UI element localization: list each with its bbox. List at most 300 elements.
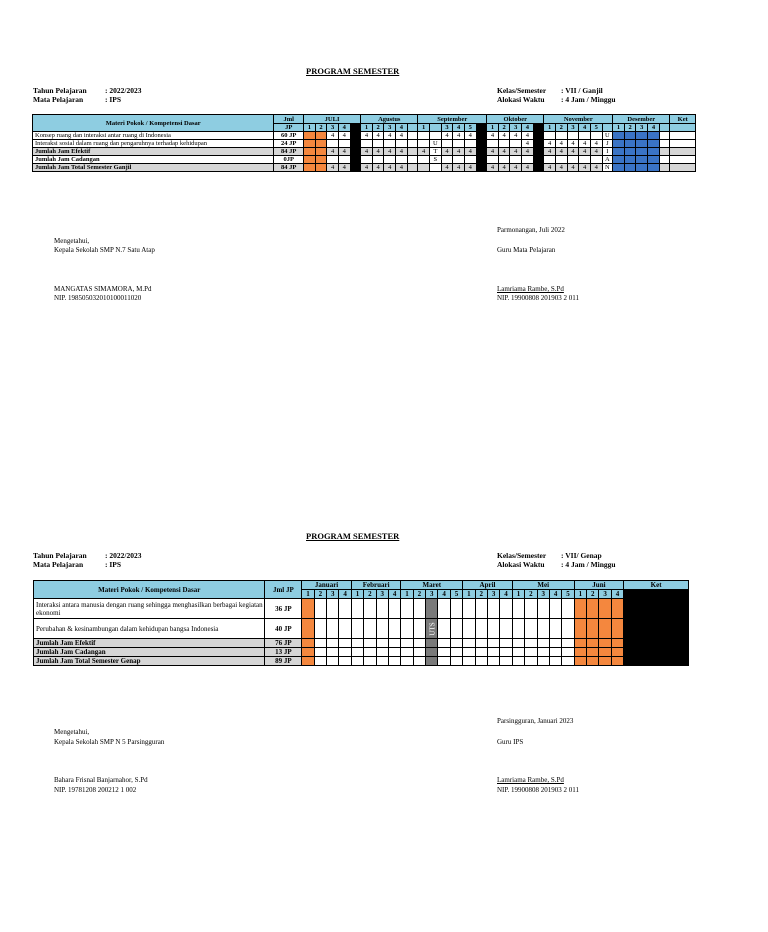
jp-cell: 40 JP	[265, 619, 302, 639]
week-cell	[315, 140, 327, 148]
tahun-value: : 2022/2023	[105, 551, 142, 560]
ket-cell	[670, 140, 696, 148]
week-cell	[372, 140, 384, 148]
week-cell: 4	[510, 164, 522, 172]
week-number: 3	[510, 124, 522, 132]
week-number: 3	[599, 590, 611, 599]
week-cell	[475, 599, 487, 619]
ket-cell	[624, 639, 689, 648]
week-cell	[549, 639, 561, 648]
separator-cell	[659, 124, 670, 132]
ket-cell	[624, 590, 689, 599]
week-cell	[450, 619, 462, 639]
month-header: Maret	[401, 581, 463, 590]
week-cell	[574, 657, 586, 666]
week-cell	[544, 132, 556, 140]
week-number: 3	[384, 124, 396, 132]
week-cell	[407, 164, 418, 172]
week-cell	[587, 619, 599, 639]
week-number: 3	[487, 590, 499, 599]
week-cell	[463, 648, 475, 657]
week-cell	[587, 599, 599, 619]
week-cell	[401, 639, 413, 648]
week-cell: 4	[464, 132, 476, 140]
week-cell	[327, 657, 339, 666]
week-cell	[500, 657, 512, 666]
week-cell	[418, 156, 430, 164]
week-cell	[475, 639, 487, 648]
week-number: 4	[396, 124, 408, 132]
week-cell	[587, 648, 599, 657]
week-cell	[327, 140, 339, 148]
week-cell	[315, 164, 327, 172]
week-cell	[314, 657, 326, 666]
week-cell: 4	[441, 148, 453, 156]
genap-kepala-nip: NIP. 19781208 200212 1 002	[54, 786, 137, 794]
week-cell	[396, 156, 408, 164]
week-cell	[401, 657, 413, 666]
ganjil-place-date: Parmonangan, Juli 2022	[497, 226, 565, 234]
week-cell	[510, 140, 522, 148]
week-cell	[487, 648, 499, 657]
week-cell	[351, 599, 363, 619]
separator-cell	[476, 124, 487, 132]
week-cell: 4	[544, 148, 556, 156]
genap-guru-title: Guru IPS	[497, 738, 524, 746]
mapel-label: Mata Pelajaran	[33, 560, 84, 569]
week-cell	[418, 164, 430, 172]
week-number: 4	[338, 124, 350, 132]
week-number: 4	[579, 124, 591, 132]
week-cell	[350, 164, 361, 172]
ganjil-kepala-title: Kepala Sekolah SMP N.7 Satu Atap	[54, 246, 155, 254]
materi-cell: Jumlah Jam Total Semester Ganjil	[33, 164, 274, 172]
week-cell	[476, 148, 487, 156]
week-cell	[304, 156, 316, 164]
week-cell	[659, 148, 670, 156]
genap-meta-left	[33, 551, 141, 569]
week-cell	[510, 156, 522, 164]
week-cell	[350, 156, 361, 164]
week-cell	[537, 657, 549, 666]
ganjil-title: PROGRAM SEMESTER	[306, 66, 400, 76]
week-cell: 4	[567, 164, 579, 172]
week-cell	[587, 639, 599, 648]
uts-label: UTS	[428, 621, 437, 636]
week-number: 1	[351, 590, 363, 599]
materi-cell: Jumlah Jam Cadangan	[33, 156, 274, 164]
week-cell: 4	[567, 148, 579, 156]
week-cell	[599, 599, 611, 619]
month-header: Desember	[613, 115, 670, 124]
week-cell	[351, 648, 363, 657]
week-cell	[413, 657, 425, 666]
ket-cell	[624, 648, 689, 657]
week-cell	[441, 140, 453, 148]
uts-letter: U	[430, 140, 442, 148]
week-cell	[304, 164, 316, 172]
week-cell: 4	[579, 148, 591, 156]
week-cell	[512, 648, 524, 657]
ujian-letter: N	[602, 164, 613, 172]
jp-cell: 36 JP	[265, 599, 302, 619]
week-cell	[364, 599, 376, 619]
week-cell	[613, 156, 625, 164]
week-cell	[430, 164, 442, 172]
week-cell	[555, 132, 567, 140]
week-cell	[579, 132, 591, 140]
uts-letter: T	[430, 148, 442, 156]
week-cell	[544, 156, 556, 164]
week-number: 3	[636, 124, 648, 132]
week-cell	[533, 148, 544, 156]
week-cell	[401, 648, 413, 657]
genap-title: PROGRAM SEMESTER	[306, 531, 400, 541]
month-header: Juni	[574, 581, 624, 590]
week-number: 5	[464, 124, 476, 132]
ujian-letter: I	[602, 148, 613, 156]
week-cell	[636, 132, 648, 140]
genap-mengetahui: Mengetahui,	[54, 728, 90, 736]
week-cell	[475, 648, 487, 657]
week-number: 5	[450, 590, 462, 599]
week-cell	[315, 132, 327, 140]
week-cell: 4	[384, 148, 396, 156]
table-row	[34, 648, 689, 657]
week-cell	[438, 639, 450, 648]
week-number: 4	[453, 124, 465, 132]
week-cell	[533, 140, 544, 148]
week-cell	[350, 148, 361, 156]
week-cell	[361, 140, 373, 148]
week-cell: 4	[441, 132, 453, 140]
table-row	[33, 164, 696, 172]
week-cell	[549, 657, 561, 666]
week-number: 5	[590, 124, 602, 132]
materi-cell: Jumlah Jam Efektif	[34, 639, 265, 648]
jp-cell: 84 JP	[274, 148, 304, 156]
genap-schedule-table	[33, 580, 689, 666]
week-cell	[453, 156, 465, 164]
mapel-value: : IPS	[105, 560, 122, 569]
week-cell: 4	[590, 164, 602, 172]
week-cell	[413, 648, 425, 657]
week-cell: 4	[510, 132, 522, 140]
week-cell	[537, 599, 549, 619]
week-cell: 4	[453, 132, 465, 140]
week-cell	[636, 140, 648, 148]
week-cell	[453, 140, 465, 148]
week-cell	[562, 648, 574, 657]
week-cell	[579, 156, 591, 164]
week-number: 3	[327, 124, 339, 132]
week-cell	[339, 599, 351, 619]
separator-cell	[533, 124, 544, 132]
week-number: 2	[555, 124, 567, 132]
ujian-letter: U	[602, 132, 613, 140]
materi-cell: Jumlah Jam Cadangan	[34, 648, 265, 657]
week-number: 1	[463, 590, 475, 599]
ganjil-mengetahui: Mengetahui,	[54, 237, 90, 245]
week-cell	[426, 599, 438, 619]
week-cell	[636, 148, 648, 156]
week-cell: 4	[544, 140, 556, 148]
kelas-value: : VII / Ganjil	[561, 86, 603, 95]
week-cell	[611, 639, 623, 648]
kelas-label: Kelas/Semester	[497, 86, 547, 95]
week-number: 2	[475, 590, 487, 599]
week-cell: 4	[487, 164, 499, 172]
week-cell	[388, 619, 400, 639]
week-cell	[426, 648, 438, 657]
genap-kepala-title: Kepala Sekolah SMP N 5 Parsingguran	[54, 738, 165, 746]
week-cell	[426, 657, 438, 666]
materi-cell: Interaksi antara manusia dengan ruang sehingga menghasilkan berbagai kegiatan ekonomi	[34, 599, 265, 619]
week-cell	[613, 132, 625, 140]
week-cell	[426, 619, 438, 639]
week-number: 1	[574, 590, 586, 599]
week-number: 1	[512, 590, 524, 599]
week-cell	[361, 156, 373, 164]
week-cell	[659, 156, 670, 164]
week-cell	[487, 140, 499, 148]
alokasi-label: Alokasi Waktu	[497, 560, 545, 569]
week-cell	[327, 639, 339, 648]
week-cell	[624, 140, 636, 148]
ket-cell	[670, 124, 696, 132]
week-cell	[302, 639, 314, 648]
week-cell	[498, 140, 510, 148]
week-cell	[384, 140, 396, 148]
ganjil-meta-right	[497, 86, 616, 104]
table-row	[33, 140, 696, 148]
week-cell	[648, 156, 660, 164]
week-cell	[525, 599, 537, 619]
week-cell	[464, 140, 476, 148]
week-cell: 4	[590, 140, 602, 148]
week-cell	[533, 156, 544, 164]
week-cell: 4	[384, 132, 396, 140]
week-cell	[327, 648, 339, 657]
week-number: 2	[624, 124, 636, 132]
week-cell	[418, 140, 430, 148]
week-cell	[438, 599, 450, 619]
week-cell: 4	[372, 132, 384, 140]
week-cell	[562, 619, 574, 639]
ganjil-meta-left	[33, 86, 141, 104]
week-number	[430, 124, 442, 132]
table-row	[34, 657, 689, 666]
week-cell: 4	[510, 148, 522, 156]
week-cell	[562, 657, 574, 666]
month-header: JULI	[304, 115, 361, 124]
ket-cell	[624, 657, 689, 666]
week-cell	[549, 619, 561, 639]
week-number: 1	[487, 124, 499, 132]
week-cell	[438, 619, 450, 639]
alokasi-value: : 4 Jam / Minggu	[561, 95, 616, 104]
week-cell: 4	[544, 164, 556, 172]
week-cell	[487, 156, 499, 164]
jp-cell: 89 JP	[265, 657, 302, 666]
week-cell	[407, 148, 418, 156]
week-cell: 4	[590, 148, 602, 156]
week-cell	[487, 599, 499, 619]
ganjil-guru-title: Guru Mata Pelajaran	[497, 246, 556, 254]
week-number: 3	[327, 590, 339, 599]
week-cell	[302, 619, 314, 639]
week-cell: 4	[453, 164, 465, 172]
week-cell	[376, 599, 388, 619]
week-cell	[562, 639, 574, 648]
week-cell	[388, 648, 400, 657]
week-cell	[314, 639, 326, 648]
genap-kepala-name: Bahara Frisnal Banjarnahor, S.Pd	[54, 776, 148, 784]
ket-cell	[624, 619, 689, 639]
week-cell	[302, 599, 314, 619]
week-cell	[450, 639, 462, 648]
week-cell	[339, 639, 351, 648]
week-cell	[450, 599, 462, 619]
week-cell	[476, 164, 487, 172]
jp-cell: 60 JP	[274, 132, 304, 140]
tahun-value: : 2022/2023	[105, 86, 142, 95]
week-cell	[522, 156, 534, 164]
week-cell: 4	[361, 148, 373, 156]
week-cell	[351, 657, 363, 666]
week-cell	[599, 648, 611, 657]
week-cell	[512, 619, 524, 639]
table-row	[34, 599, 689, 619]
week-number: 2	[372, 124, 384, 132]
week-cell: 4	[579, 164, 591, 172]
week-cell	[500, 639, 512, 648]
week-number: 2	[314, 590, 326, 599]
ganjil-guru-nip: NIP. 19900808 201903 2 011	[497, 294, 579, 302]
week-number: 2	[525, 590, 537, 599]
week-cell	[338, 156, 350, 164]
week-cell	[533, 132, 544, 140]
week-cell	[648, 132, 660, 140]
week-cell	[463, 657, 475, 666]
week-cell	[314, 619, 326, 639]
week-number: 3	[441, 124, 453, 132]
week-cell: 4	[372, 164, 384, 172]
week-cell	[500, 648, 512, 657]
week-cell	[611, 619, 623, 639]
week-cell	[636, 164, 648, 172]
week-cell	[464, 156, 476, 164]
week-cell	[512, 657, 524, 666]
jp-cell: 24 JP	[274, 140, 304, 148]
month-header: April	[463, 581, 513, 590]
week-cell: 4	[567, 140, 579, 148]
week-number: 3	[426, 590, 438, 599]
table-row	[33, 156, 696, 164]
separator-cell	[407, 124, 418, 132]
week-number: 1	[361, 124, 373, 132]
week-cell: 4	[327, 164, 339, 172]
week-cell	[396, 140, 408, 148]
week-cell	[351, 619, 363, 639]
week-cell	[613, 148, 625, 156]
week-cell: 4	[396, 164, 408, 172]
week-cell	[587, 657, 599, 666]
week-cell	[350, 132, 361, 140]
alokasi-value: : 4 Jam / Minggu	[561, 560, 616, 569]
jp-cell: 76 JP	[265, 639, 302, 648]
week-cell: 4	[338, 164, 350, 172]
ket-cell	[670, 148, 696, 156]
week-cell: 4	[327, 132, 339, 140]
week-cell	[372, 156, 384, 164]
week-cell	[401, 599, 413, 619]
week-cell	[487, 639, 499, 648]
week-cell	[533, 164, 544, 172]
ganjil-kepala-nip: NIP. 198505032010100011020	[54, 294, 142, 302]
week-cell: 4	[498, 132, 510, 140]
week-cell	[624, 164, 636, 172]
tahun-label: Tahun Pelajaran	[33, 86, 87, 95]
week-cell	[339, 619, 351, 639]
week-cell	[475, 619, 487, 639]
materi-cell: Perubahan & kesinambungan dalam kehidupan bangsa Indonesia	[34, 619, 265, 639]
week-cell	[624, 132, 636, 140]
week-cell	[574, 619, 586, 639]
col-materi-header: Materi Pokok / Kompetensi Dasar	[33, 115, 274, 132]
week-cell	[611, 657, 623, 666]
week-cell: 4	[361, 164, 373, 172]
week-cell	[611, 648, 623, 657]
week-cell	[590, 132, 602, 140]
week-cell: 4	[453, 148, 465, 156]
week-cell	[659, 164, 670, 172]
week-cell	[418, 132, 430, 140]
week-cell: 4	[464, 148, 476, 156]
week-number: 1	[302, 590, 314, 599]
week-cell: 4	[338, 148, 350, 156]
week-number: 4	[522, 124, 534, 132]
week-cell	[327, 619, 339, 639]
week-number: 1	[613, 124, 625, 132]
week-cell	[339, 648, 351, 657]
week-number	[602, 124, 613, 132]
week-cell: 4	[522, 140, 534, 148]
week-cell	[590, 156, 602, 164]
materi-cell: Interaksi sosial dalam ruang dan pengaruhnya terhadap kehidupan	[33, 140, 274, 148]
col-ket-header: Ket	[624, 581, 689, 590]
week-cell	[407, 156, 418, 164]
jp-cell: 13 JP	[265, 648, 302, 657]
week-cell	[407, 132, 418, 140]
week-cell	[441, 156, 453, 164]
week-cell	[438, 648, 450, 657]
week-cell	[351, 639, 363, 648]
materi-cell: Jumlah Jam Efektif	[33, 148, 274, 156]
week-cell: 4	[555, 164, 567, 172]
week-cell	[525, 639, 537, 648]
week-cell: 4	[487, 148, 499, 156]
week-number: 3	[567, 124, 579, 132]
tahun-label: Tahun Pelajaran	[33, 551, 87, 560]
ket-cell	[670, 164, 696, 172]
week-cell	[613, 140, 625, 148]
week-cell	[624, 148, 636, 156]
ujian-letter: A	[602, 156, 613, 164]
week-cell	[567, 132, 579, 140]
week-cell	[376, 639, 388, 648]
week-cell	[327, 599, 339, 619]
